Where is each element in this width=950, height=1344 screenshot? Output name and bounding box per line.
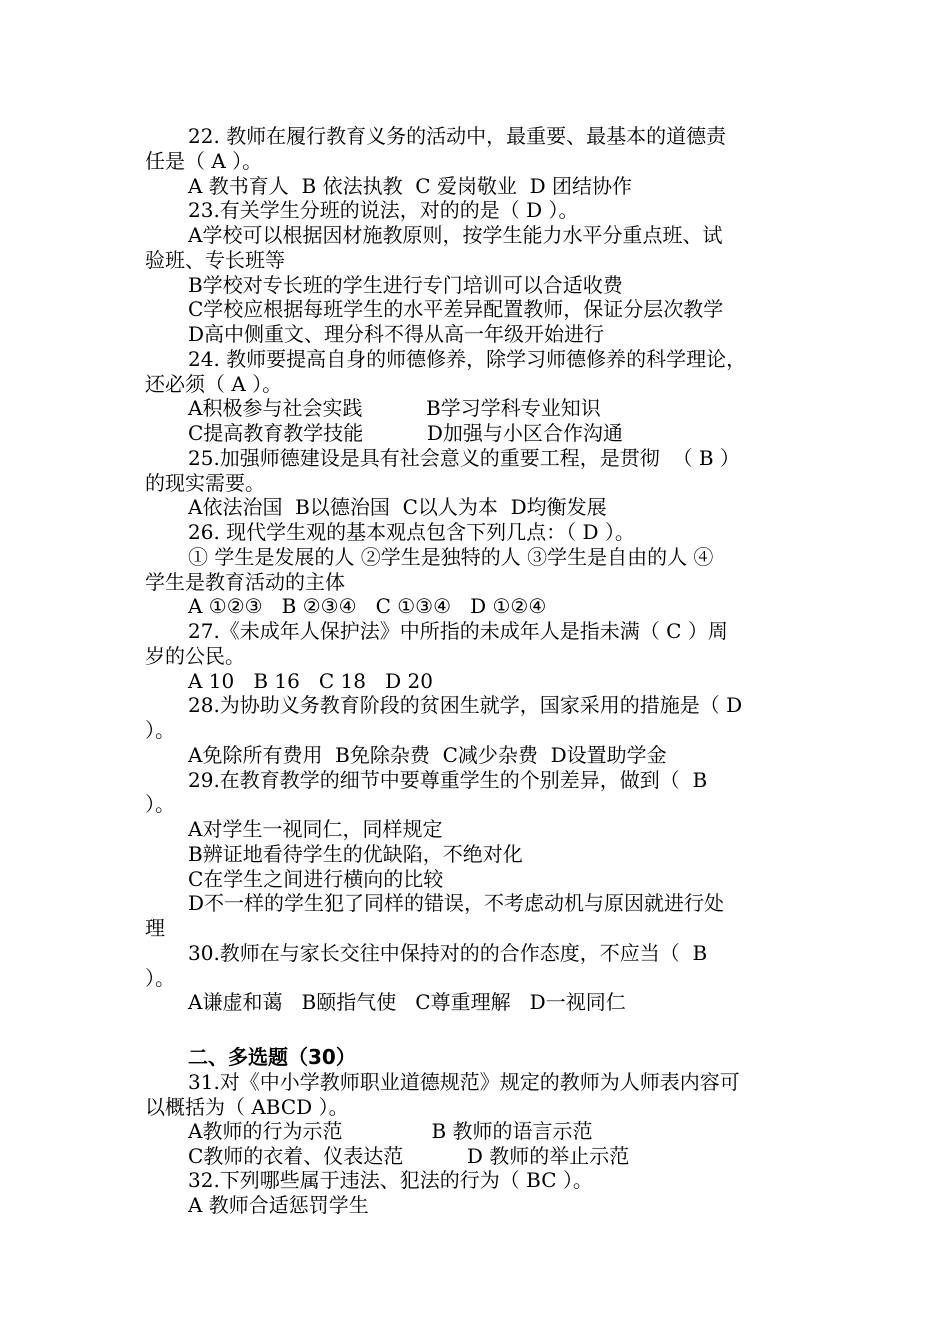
section-heading: 二、多选题（30） bbox=[188, 1045, 356, 1069]
text-line: 还必须（ A ）。 bbox=[145, 371, 283, 396]
text-line: C在学生之间进行横向的比较 bbox=[188, 866, 444, 891]
text-line: A学校可以根据因材施教原则，按学生能力水平分重点班、试 bbox=[188, 223, 723, 247]
text-line: 任是（ A ）。 bbox=[145, 148, 263, 173]
text-line: A ①②③ B ②③④ C ①③④ D ①②④ bbox=[188, 594, 547, 619]
text-line: 岁的公民。 bbox=[145, 643, 245, 668]
text-line: A对学生一视同仁，同样规定 bbox=[188, 817, 443, 841]
text-line: 32.下列哪些属于违法、犯法的行为（ BC ）。 bbox=[188, 1168, 593, 1193]
text-line: A教师的行为示范 B 教师的语言示范 bbox=[188, 1119, 593, 1144]
text-line: 31.对《中小学教师职业道德规范》规定的教师为人师表内容可 bbox=[188, 1070, 740, 1094]
text-line: 26. 现代学生观的基本观点包含下列几点：（ D ）。 bbox=[188, 520, 635, 544]
text-line: A免除所有费用 B免除杂费 C减少杂费 D设置助学金 bbox=[188, 742, 667, 767]
text-line: A依法治国 B以德治国 C以人为本 D均衡发展 bbox=[188, 495, 607, 520]
text-line: 29.在教育教学的细节中要尊重学生的个别差异，做到（ B bbox=[188, 767, 708, 792]
text-line: D不一样的学生犯了同样的错误，不考虑动机与原因就进行处 bbox=[188, 891, 725, 916]
text-line: ）。 bbox=[145, 792, 175, 817]
text-line: 学生是教育活动的主体 bbox=[145, 569, 345, 594]
text-line: 25.加强师德建设是具有社会意义的重要工程，是贯彻 （ B ） bbox=[188, 445, 740, 470]
text-line: B辨证地看待学生的优缺陷，不绝对化 bbox=[188, 841, 523, 866]
text-line: 的现实需要。 bbox=[145, 470, 265, 495]
text-line: 以概括为（ ABCD ）。 bbox=[145, 1094, 349, 1119]
text-line: D高中侧重文、理分科不得从高一年级开始进行 bbox=[188, 322, 605, 346]
text-line: 理 bbox=[145, 916, 165, 940]
text-line: ）。 bbox=[145, 965, 175, 990]
text-line: C提高教育教学技能 D加强与小区合作沟通 bbox=[188, 421, 623, 445]
text-line: A谦虚和蔼 B颐指气使 C尊重理解 D一视同仁 bbox=[188, 990, 626, 1015]
text-line: ）。 bbox=[145, 718, 175, 742]
text-line: C教师的衣着、仪表达范 D 教师的举止示范 bbox=[188, 1143, 630, 1168]
text-line: A 教书育人 B 依法执教 C 爱岗敬业 D 团结协作 bbox=[188, 173, 633, 198]
text-line: 23.有关学生分班的说法，对的的是（ D ）。 bbox=[188, 198, 579, 223]
text-line: 验班、专长班等 bbox=[145, 247, 285, 272]
text-line: C学校应根据每班学生的水平差异配置教师，保证分层次教学 bbox=[188, 297, 724, 322]
text-line: 30.教师在与家长交往中保持对的的合作态度，不应当（ B bbox=[188, 940, 708, 965]
text-line: 28.为协助义务教育阶段的贫困生就学，国家采用的措施是（ D bbox=[188, 693, 743, 718]
text-line: A 教师合适惩罚学生 bbox=[188, 1193, 369, 1217]
text-line: ① 学生是发展的人 ②学生是独特的人 ③学生是自由的人 ④ bbox=[188, 544, 714, 569]
text-line: 27.《未成年人保护法》中所指的未成年人是指未满（ C ）周 bbox=[188, 619, 728, 643]
text-line: 24. 教师要提高自身的师德修养，除学习师德修养的科学理论， bbox=[188, 346, 747, 371]
text-line: 22. 教师在履行教育义务的活动中，最重要、最基本的道德责 bbox=[188, 124, 727, 148]
text-line: B学校对专长班的学生进行专门培训可以合适收费 bbox=[188, 272, 623, 297]
text-line: A 10 B 16 C 18 D 20 bbox=[188, 668, 433, 693]
text-line: A积极参与社会实践 B学习学科专业知识 bbox=[188, 396, 601, 421]
